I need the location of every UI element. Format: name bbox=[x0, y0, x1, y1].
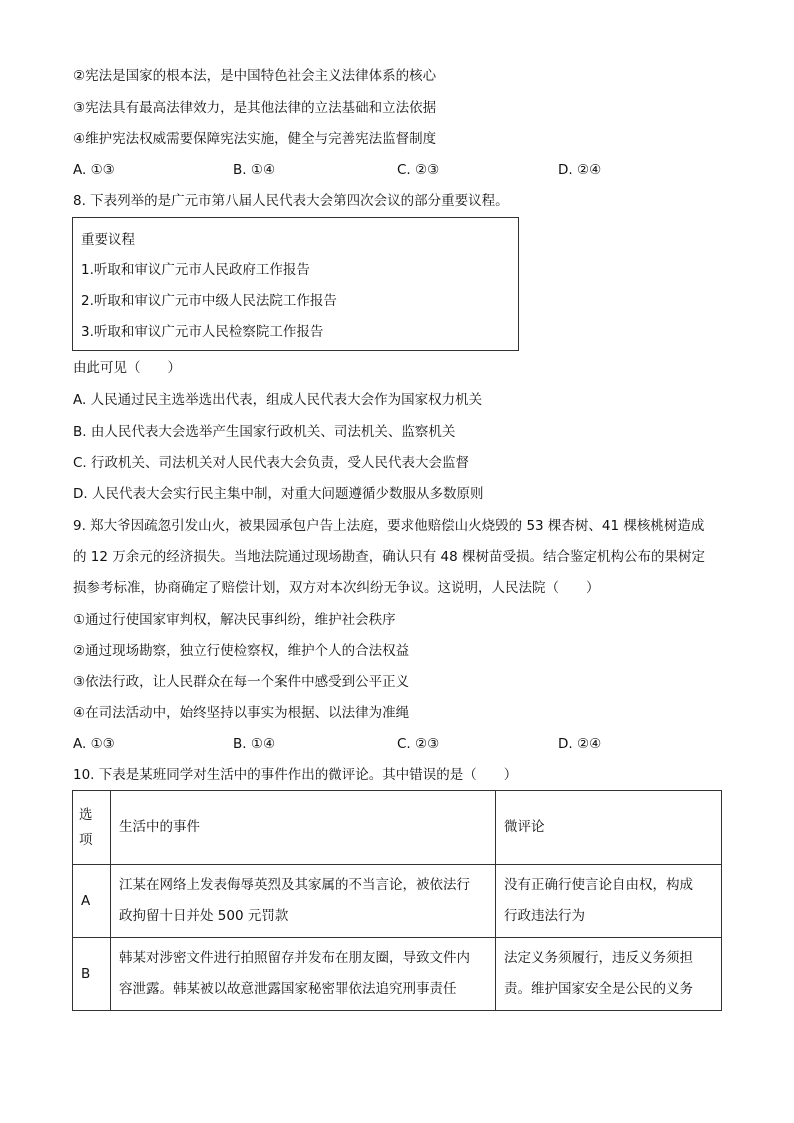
q10-header-event: 生活中的事件 bbox=[111, 791, 496, 865]
q7-option-d: D. ②④ bbox=[558, 162, 602, 178]
q10-row-b-comment-line-2: 责。维护国家安全是公民的义务 bbox=[504, 981, 693, 997]
q10-row-b-comment-line-1: 法定义务须履行，违反义务须担 bbox=[504, 950, 693, 966]
q7-option-c: C. ②③ bbox=[397, 162, 440, 178]
q9-item-4: ④在司法活动中，始终坚持以事实为根据、以法律为准绳 bbox=[73, 705, 410, 721]
q9-item-1: ①通过行使国家审判权，解决民事纠纷，维护社会秩序 bbox=[73, 612, 396, 628]
q7-option-a: A. ①③ bbox=[73, 162, 115, 178]
q10-header-option bbox=[73, 791, 111, 865]
q10-row-b-option: B bbox=[73, 938, 111, 1011]
q9-option-b: B. ①④ bbox=[233, 736, 276, 752]
q10-row-a-comment-line-2: 行政违法行为 bbox=[504, 908, 585, 924]
q8-option-a: A. 人民通过民主选举选出代表，组成人民代表大会作为国家权力机关 bbox=[73, 392, 483, 408]
q8-stem: 8. 下表列举的是广元市第八届人民代表大会第四次会议的部分重要议程。 bbox=[73, 193, 509, 209]
q10-row-b-event bbox=[111, 938, 496, 1011]
q9-option-d: D. ②④ bbox=[558, 736, 602, 752]
q9-stem-line-1: 9. 郑大爷因疏忽引发山火，被果园承包户告上法庭，要求他赔偿山火烧毁的 53 棵杏树、41 棵核桃树造成 bbox=[73, 518, 705, 534]
q10-row-b-comment bbox=[496, 938, 722, 1011]
q8-option-d: D. 人民代表大会实行民主集中制，对重大问题遵循少数服从多数原则 bbox=[73, 486, 484, 502]
q7-item-3: ③宪法具有最高法律效力，是其他法律的立法基础和立法依据 bbox=[73, 100, 437, 116]
q10-row-a-comment bbox=[496, 865, 722, 938]
table-row bbox=[73, 865, 722, 938]
q7-option-b: B. ①④ bbox=[233, 162, 276, 178]
q7-options bbox=[73, 160, 733, 180]
q10-row-b-event-line-2: 容泄露。韩某被以故意泄露国家秘密罪依法追究刑事责任 bbox=[119, 981, 457, 997]
q10-stem: 10. 下表是某班同学对生活中的事件作出的微评论。其中错误的是（ ） bbox=[73, 767, 518, 783]
q10-header-option-text: 选项 bbox=[79, 806, 93, 848]
q9-option-c: C. ②③ bbox=[397, 736, 440, 752]
q8-agenda-box bbox=[72, 217, 519, 351]
q10-row-a-option: A bbox=[73, 865, 111, 938]
q9-option-a: A. ①③ bbox=[73, 736, 115, 752]
q8-option-b: B. 由人民代表大会选举产生国家行政机关、司法机关、监察机关 bbox=[73, 424, 456, 440]
q8-agenda-item-2: 2.听取和审议广元市中级人民法院工作报告 bbox=[81, 293, 337, 309]
q10-header-comment: 微评论 bbox=[496, 791, 722, 865]
q10-row-a-event-line-1: 江某在网络上发表侮辱英烈及其家属的不当言论，被依法行 bbox=[119, 877, 470, 893]
q10-row-a-comment-line-1: 没有正确行使言论自由权，构成 bbox=[504, 877, 693, 893]
q8-agenda-item-1: 1.听取和审议广元市人民政府工作报告 bbox=[81, 262, 310, 278]
q10-row-a-event bbox=[111, 865, 496, 938]
q10-table bbox=[72, 790, 722, 1011]
q8-agenda-title: 重要议程 bbox=[81, 232, 135, 248]
q7-item-4: ④维护宪法权威需要保障宪法实施，健全与完善宪法监督制度 bbox=[73, 131, 437, 147]
q10-row-a-event-line-2: 政拘留十日并处 500 元罚款 bbox=[119, 908, 289, 924]
q8-option-c: C. 行政机关、司法机关对人民代表大会负责，受人民代表大会监督 bbox=[73, 455, 470, 471]
q9-item-3: ③依法行政，让人民群众在每一个案件中感受到公平正义 bbox=[73, 674, 410, 690]
q8-conclusion: 由此可见（ ） bbox=[73, 360, 181, 376]
q9-stem-line-3: 损参考标准，协商确定了赔偿计划，双方对本次纠纷无争议。这说明，人民法院（ ） bbox=[73, 580, 600, 596]
q10-table-header-row bbox=[73, 791, 722, 865]
q8-agenda-item-3: 3.听取和审议广元市人民检察院工作报告 bbox=[81, 324, 324, 340]
q9-options bbox=[73, 734, 733, 754]
table-row bbox=[73, 938, 722, 1011]
q9-item-2: ②通过现场勘察，独立行使检察权，维护个人的合法权益 bbox=[73, 643, 410, 659]
q10-row-b-event-line-1: 韩某对涉密文件进行拍照留存并发布在朋友圈，导致文件内 bbox=[119, 950, 470, 966]
q9-stem-line-2: 的 12 万余元的经济损失。当地法院通过现场勘查，确认只有 48 棵树苗受损。结合鉴定机构公布的果树定 bbox=[73, 549, 706, 565]
q7-item-2: ②宪法是国家的根本法，是中国特色社会主义法律体系的核心 bbox=[73, 68, 437, 84]
